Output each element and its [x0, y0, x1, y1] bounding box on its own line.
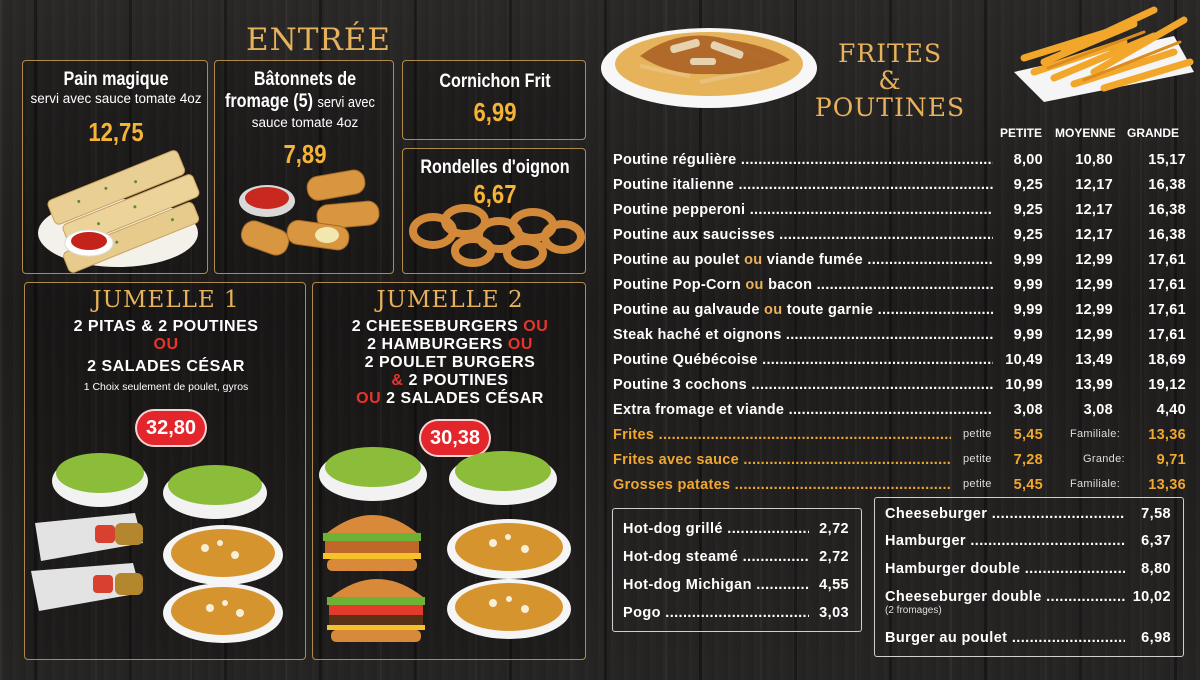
frites-title-amp: & [878, 66, 902, 95]
combo-item: 2 CHEESEBURGERS [351, 318, 519, 335]
item-name: Pain magique [63, 69, 169, 90]
menu-row-grosses-patates[interactable] [613, 471, 1187, 493]
cheese-sticks-image [227, 173, 387, 263]
item-name [613, 302, 993, 318]
burger-note: (2 fromages) [885, 605, 942, 616]
item-name-b: bacon [768, 277, 813, 293]
item-price: 3,03 [819, 605, 849, 621]
price-petite: 10,49 [1005, 352, 1043, 368]
combo-amp: & [391, 372, 404, 389]
price-grande: 16,38 [1148, 227, 1186, 243]
price-petite: 8,00 [1013, 152, 1043, 168]
item-name: Hot-dog steamé ..... [623, 549, 809, 565]
item-name: Cheeseburger ..... [885, 506, 1125, 522]
item-price: 2,72 [819, 521, 849, 537]
item-name: Poutine italienne ..... [613, 177, 993, 193]
frites-title-b: POUTINES [814, 93, 966, 122]
item-name-a: Poutine au poulet [613, 252, 740, 268]
price-petite: 5,45 [1013, 477, 1043, 493]
frites-title-a: FRITES [838, 39, 943, 68]
combo-item: 2 SALADES CÉSAR [386, 390, 544, 407]
price-moyenne: 3,08 [1083, 402, 1113, 418]
size-label: petite [963, 428, 992, 440]
combo-line: 2 PITAS & 2 POUTINES [73, 318, 259, 335]
onion-rings-image [403, 203, 587, 273]
price-grande: 17,61 [1148, 327, 1186, 343]
item-name: Hot-dog grillé ..... [623, 521, 809, 537]
item-name: Poutine aux saucisses ..... [613, 227, 993, 243]
menu-row-poutine-saucisses[interactable] [613, 221, 1187, 243]
hotdog-row[interactable] [623, 549, 849, 569]
menu-row-poutine-popcorn[interactable] [613, 271, 1187, 293]
card-pain-magique[interactable] [22, 60, 208, 274]
card-jumelle-1[interactable] [24, 282, 306, 660]
menu-row-poutine-italienne[interactable] [613, 171, 1187, 193]
item-price: 12,75 [88, 117, 144, 147]
price-familiale: 13,36 [1148, 427, 1186, 443]
hotdog-row[interactable] [623, 577, 849, 597]
burger-row[interactable] [885, 533, 1173, 553]
item-name: Pogo ..... [623, 605, 809, 621]
combo-line-2 [313, 336, 587, 354]
item-name: Steak haché et oignons ..... [613, 327, 993, 343]
price-moyenne: 12,17 [1075, 202, 1113, 218]
price-grande: 17,61 [1148, 277, 1186, 293]
menu-row-poutine-reguliere[interactable] [613, 146, 1187, 168]
item-name: Burger au poulet ..... [885, 630, 1125, 646]
price-grande: 19,12 [1148, 377, 1186, 393]
price-grande: 15,17 [1148, 152, 1186, 168]
card-rondelles[interactable] [402, 148, 586, 274]
price-familiale: 13,36 [1148, 477, 1186, 493]
combo-note: 1 Choix seulement de poulet, gyros [83, 381, 249, 393]
price-petite: 10,99 [1005, 377, 1043, 393]
item-name: Cheeseburger double ..... [885, 589, 1125, 605]
combo-line-1 [313, 318, 587, 336]
combo-line-4 [313, 372, 587, 390]
combo-or: OU [153, 336, 179, 353]
card-batonnets[interactable] [214, 60, 394, 274]
item-name: Rondelles d'oignon [420, 157, 570, 178]
menu-row-poutine-pepperoni[interactable] [613, 196, 1187, 218]
size-label: petite [963, 453, 992, 465]
price-moyenne: 13,49 [1075, 352, 1113, 368]
item-desc-a: servi avec [317, 94, 375, 111]
entree-title: ENTRÉE [246, 22, 392, 58]
price-petite: 5,45 [1013, 427, 1043, 443]
price-moyenne: 12,99 [1075, 277, 1113, 293]
item-name [613, 277, 993, 293]
price-moyenne: 12,99 [1075, 302, 1113, 318]
french-fries-image [1004, 2, 1194, 106]
poutine-plate-image [600, 16, 818, 110]
combo-item: 2 HAMBURGERS [367, 336, 503, 353]
item-name: Cornichon Frit [439, 71, 551, 92]
price-grande: 16,38 [1148, 177, 1186, 193]
item-name-a: Poutine Pop-Corn [613, 277, 742, 293]
price-moyenne: 10,80 [1075, 152, 1113, 168]
price-grande: 16,38 [1148, 202, 1186, 218]
item-name: Poutine régulière ..... [613, 152, 993, 168]
item-name-b: viande fumée [766, 252, 864, 268]
item-desc-b: sauce tomate 4oz [251, 115, 359, 130]
item-or: ou [745, 277, 764, 293]
jumelle-2-title: JUMELLE 2 [376, 287, 524, 313]
card-cornichon[interactable] [402, 60, 586, 140]
item-price: 6,98 [1141, 630, 1171, 646]
item-or: ou [744, 252, 763, 268]
item-price: 7,89 [283, 139, 327, 169]
price-petite: 7,28 [1013, 452, 1043, 468]
item-name: Poutine pepperoni ..... [613, 202, 993, 218]
item-name: Hamburger double ..... [885, 561, 1125, 577]
item-name: Extra fromage et viande ..... [613, 402, 993, 418]
garlic-bread-image [33, 135, 203, 265]
item-price: 6,67 [473, 179, 517, 209]
price-grande: 17,61 [1148, 302, 1186, 318]
price-moyenne: 13,99 [1075, 377, 1113, 393]
burger-box [874, 497, 1184, 657]
combo-line: 2 SALADES CÉSAR [87, 358, 245, 375]
price-petite: 9,99 [1013, 252, 1043, 268]
menu-row-poutine-poulet[interactable] [613, 246, 1187, 268]
item-name-line2 [225, 91, 375, 113]
size-label: Familiale: [1070, 478, 1121, 490]
col-header-petite: PETITE [1000, 126, 1043, 140]
price-petite: 3,08 [1013, 402, 1043, 418]
menu-row-poutine-galvaude[interactable] [613, 296, 1187, 318]
card-jumelle-2[interactable] [312, 282, 586, 660]
item-or: ou [764, 302, 783, 318]
price-grande: 17,61 [1148, 252, 1186, 268]
size-label: Familiale: [1070, 428, 1121, 440]
item-name: Poutine Québécoise ..... [613, 352, 993, 368]
item-name-a: Poutine au galvaude [613, 302, 760, 318]
item-name [613, 252, 993, 268]
col-header-moyenne: MOYENNE [1055, 126, 1116, 140]
combo-or: OU [356, 390, 382, 407]
price-grande: 9,71 [1156, 452, 1186, 468]
hotdog-row[interactable] [623, 521, 849, 541]
item-price: 6,37 [1141, 533, 1171, 549]
price-grande: 4,40 [1156, 402, 1186, 418]
item-name: Frites ..... [613, 427, 951, 443]
item-price: 7,58 [1141, 506, 1171, 522]
price-petite: 9,99 [1013, 277, 1043, 293]
item-price: 10,02 [1132, 589, 1171, 605]
combo-line-3: 2 POULET BURGERS [364, 354, 536, 371]
price-petite: 9,25 [1013, 202, 1043, 218]
size-label: Grande: [1083, 453, 1125, 465]
combo-or: OU [507, 336, 533, 353]
item-name-b: toute garnie [786, 302, 874, 318]
item-price: 6,99 [473, 97, 517, 127]
price-petite: 9,25 [1013, 227, 1043, 243]
burgers-salad-poutine-image [313, 453, 587, 653]
price-petite: 9,25 [1013, 177, 1043, 193]
item-price: 2,72 [819, 549, 849, 565]
menu-row-steak-hache[interactable] [613, 321, 1187, 343]
item-name: Grosses patates ..... [613, 477, 951, 493]
menu-row-frites[interactable] [613, 421, 1187, 443]
combo-item: 2 POUTINES [408, 372, 509, 389]
burger-row[interactable] [885, 630, 1173, 650]
hotdog-box [612, 508, 862, 632]
item-name: Poutine 3 cochons ..... [613, 377, 993, 393]
price-grande: 18,69 [1148, 352, 1186, 368]
price-badge: 32,80 [137, 411, 205, 445]
price-moyenne: 12,99 [1075, 327, 1113, 343]
size-label: petite [963, 478, 992, 490]
price-badge: 30,38 [421, 421, 489, 455]
item-name-a: Bâtonnets de [253, 69, 357, 90]
menu-row-poutine-quebecoise[interactable] [613, 346, 1187, 368]
item-price: 4,55 [819, 577, 849, 593]
item-name: Hamburger ..... [885, 533, 1125, 549]
price-moyenne: 12,99 [1075, 252, 1113, 268]
price-moyenne: 12,17 [1075, 177, 1113, 193]
menu-row-poutine-3-cochons[interactable] [613, 371, 1187, 393]
menu-row-frites-sauce[interactable] [613, 446, 1187, 468]
item-desc: servi avec sauce tomate 4oz [30, 91, 202, 106]
menu-row-extra-fromage[interactable] [613, 396, 1187, 418]
col-header-grande: GRANDE [1127, 126, 1180, 140]
burger-row[interactable] [885, 506, 1173, 526]
jumelle-1-title: JUMELLE 1 [92, 287, 240, 313]
item-price: 8,80 [1141, 561, 1171, 577]
item-name-b: fromage (5) [225, 91, 313, 112]
price-moyenne: 12,17 [1075, 227, 1113, 243]
pitas-salad-poutine-image [25, 443, 307, 653]
combo-line-5 [313, 390, 587, 408]
hotdog-row[interactable] [623, 605, 849, 625]
item-name: Frites avec sauce ..... [613, 452, 951, 468]
item-name: Hot-dog Michigan ..... [623, 577, 809, 593]
combo-or: OU [523, 318, 549, 335]
price-petite: 9,99 [1013, 302, 1043, 318]
price-petite: 9,99 [1013, 327, 1043, 343]
burger-row[interactable] [885, 561, 1173, 581]
